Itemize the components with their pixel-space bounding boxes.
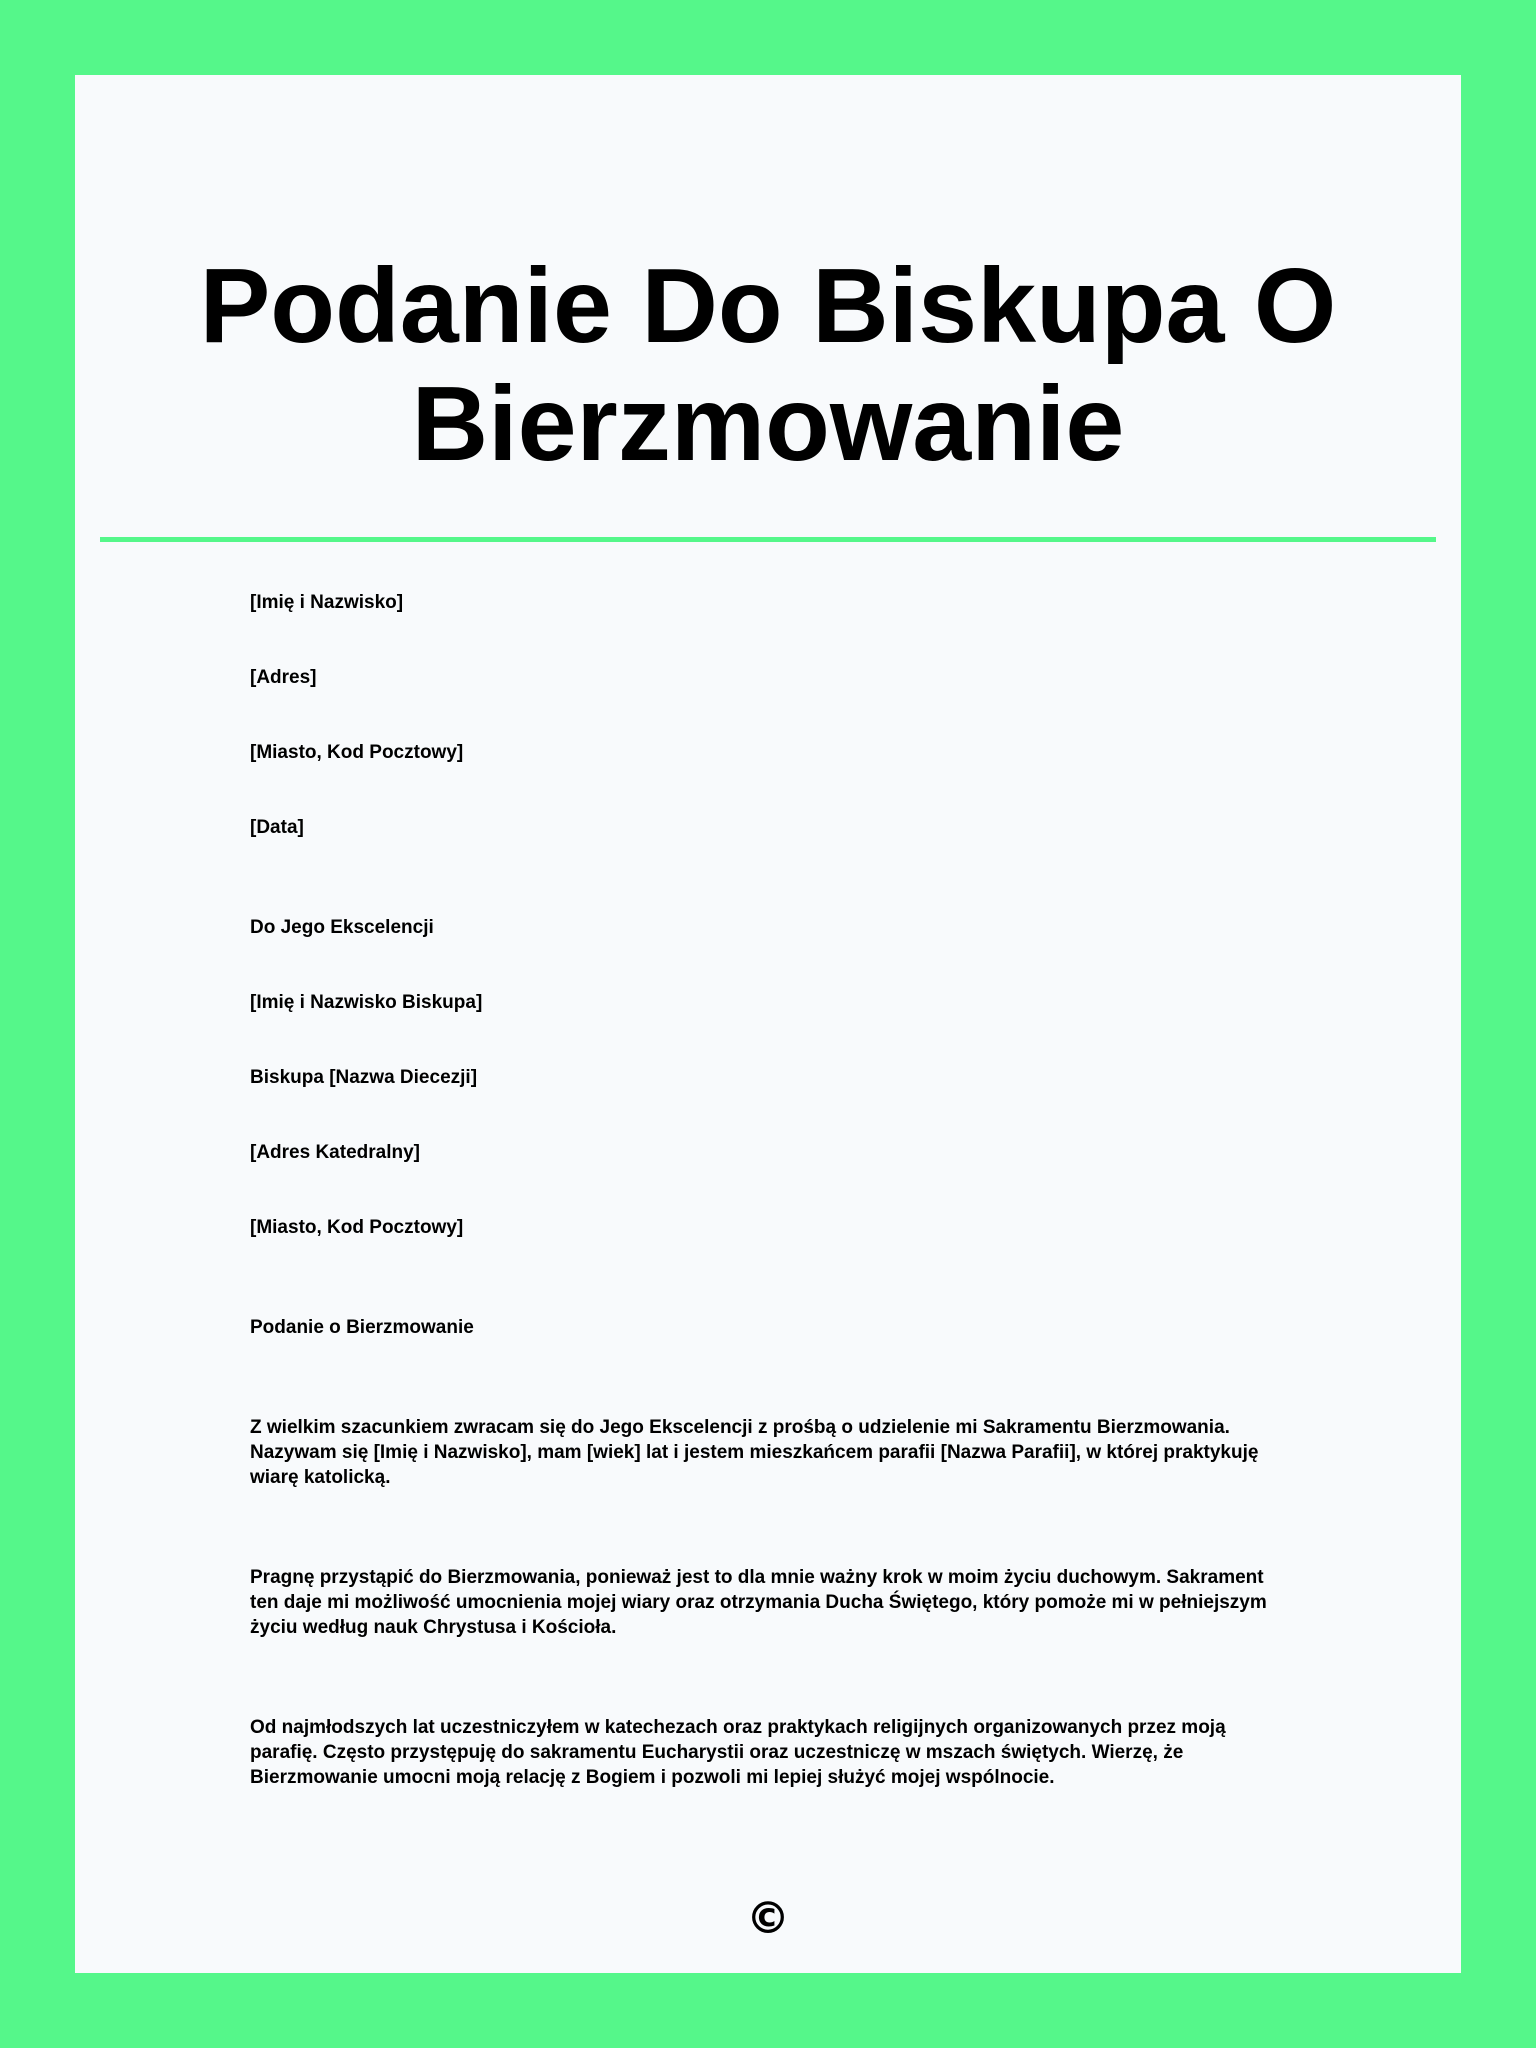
body-paragraph-2: Pragnę przystąpić do Bierzmowania, ponieważ jest to dla mnie ważny krok w moim życiu duchowym. Sakrament ten daje mi możliwość umocnienia mojej wiary oraz otrzymania Ducha Świętego, który pomoże mi w pełniejszym życiu według nauk Chrystusa i Kościoła. — [250, 1567, 1267, 1638]
copyright-symbol: © — [746, 1893, 790, 1944]
body-paragraph-1: Z wielkim szacunkiem zwracam się do Jego Ekscelencji z prośbą o udzielenie mi Sakramentu Bierzmowania. Nazywam się [Imię i Nazwisko], mam [wiek] lat i jestem mieszkańcem parafii [Nazwa Parafii], w której praktykuję wiarę katolicką. — [250, 1417, 1259, 1488]
recipient-salutation: Do Jego Ekscelencji — [250, 917, 434, 938]
recipient-address: [Adres Katedralny] — [250, 1142, 420, 1163]
sender-address: [Adres] — [250, 667, 317, 688]
recipient-diocese: Biskupa [Nazwa Diecezji] — [250, 1067, 478, 1088]
recipient-city-postal: [Miasto, Kod Pocztowy] — [250, 1217, 464, 1238]
recipient-name: [Imię i Nazwisko Biskupa] — [250, 992, 483, 1013]
sender-city-postal: [Miasto, Kod Pocztowy] — [250, 742, 464, 763]
document-page — [75, 75, 1461, 1973]
sender-name: [Imię i Nazwisko] — [250, 592, 404, 613]
title-divider — [100, 537, 1436, 542]
body-paragraph-3: Od najmłodszych lat uczestniczyłem w katechezach oraz praktykach religijnych organizowanych przez moją parafię. Często przystępuję do sakramentu Eucharystii oraz uczestniczę w mszach świętych. Wierzę, że Bierzmowanie umocni moją relację z Bogiem i pozwoli mi lepiej służyć mojej wspólnocie. — [250, 1717, 1226, 1788]
letter-date: [Data] — [250, 817, 304, 838]
document-title: Podanie Do Biskupa O Bierzmowanie — [199, 247, 1337, 483]
letter-subject: Podanie o Bierzmowanie — [250, 1317, 474, 1338]
